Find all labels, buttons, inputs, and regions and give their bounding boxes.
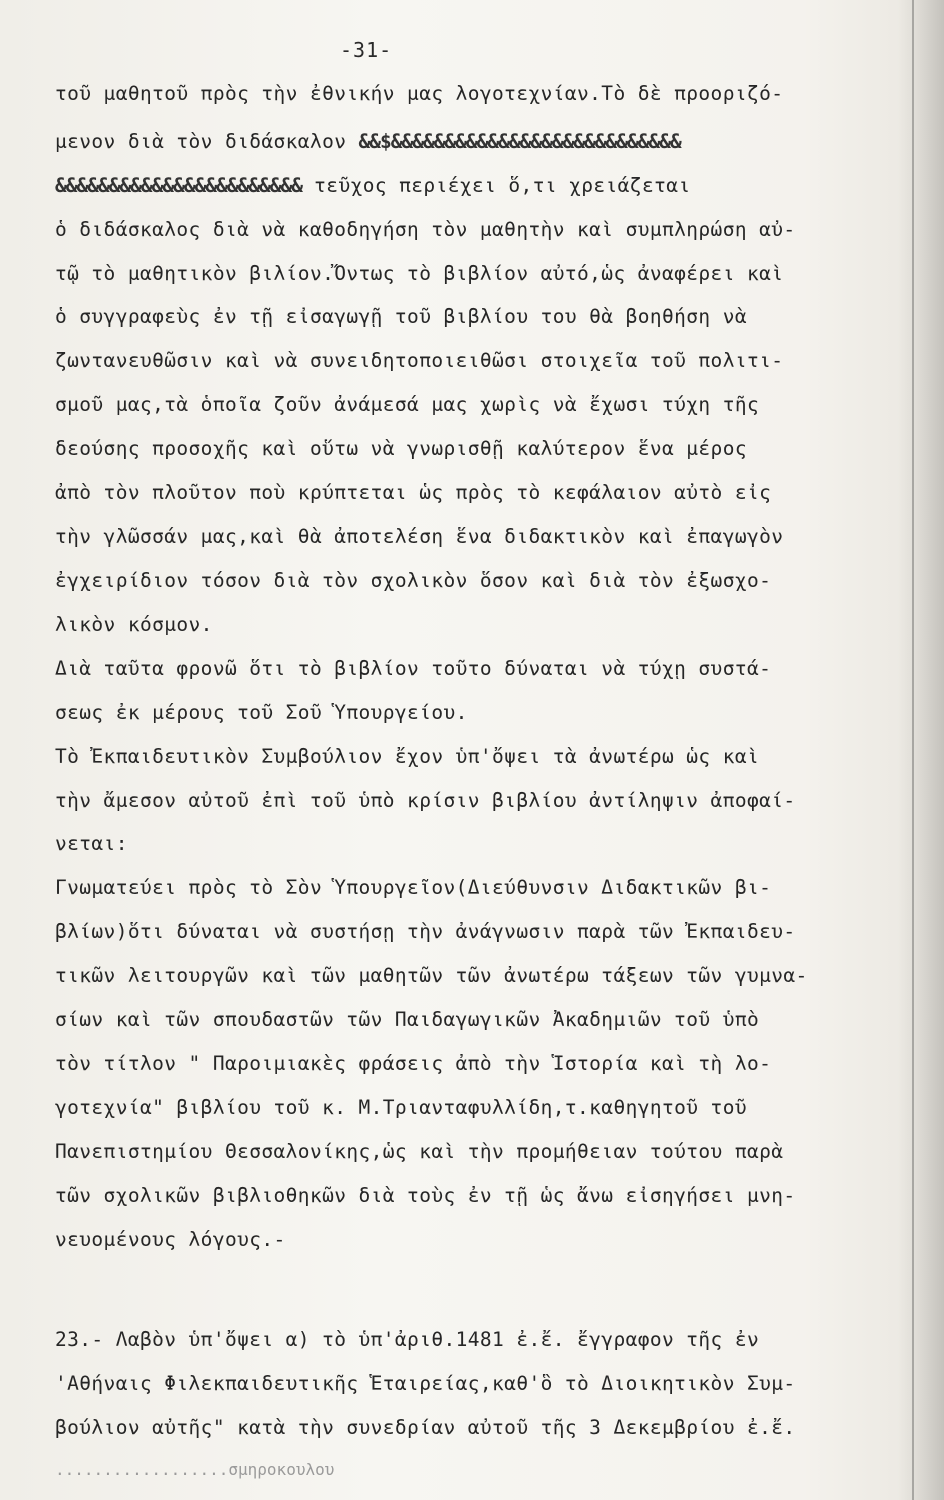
- text-line-17: τὴν ἄμεσον αὐτοῦ ἐπὶ τοῦ ὑπὸ κρίσιν βιβλίου ἀντίληψιν ἀποφαί-: [55, 789, 796, 812]
- text-line-2: [55, 130, 681, 153]
- page-number: -31-: [340, 38, 393, 62]
- text-line-16: Τὸ Ἐκπαιδευτικὸν Συμβούλιον ἔχον ὑπ'ὄψει τὰ ἀνωτέρω ὡς καὶ: [55, 745, 760, 768]
- text-line-21: τικῶν λειτουργῶν καὶ τῶν μαθητῶν τῶν ἀνωτέρω τάξεων τῶν γυμνα-: [55, 964, 808, 987]
- text-line-4: ὁ διδάσκαλος διὰ νὰ καθοδηγήση τὸν μαθητὴν καὶ συμπληρώση αὐ-: [55, 218, 796, 241]
- text-line-1: τοῦ μαθητοῦ πρὸς τὴν ἐθνικήν μας λογοτεχνίαν.Τὸ δὲ προοριζό-: [55, 82, 784, 105]
- text-line-15: σεως ἐκ μέρους τοῦ Σοῦ Ὑπουργείου.: [55, 701, 468, 724]
- text-line-9: δεούσης προσοχῆς καὶ οὕτω νὰ γνωρισθῇ καλύτερον ἕνα μέρος: [55, 437, 747, 460]
- text-line-29: 'Αθήναις Φιλεκπαιδευτικῆς Ἑταιρείας,καθ'ὃ τὸ Διοικητικὸν Συμ-: [55, 1372, 796, 1395]
- footer-bleed-text: ..................σμηροκουλου: [55, 1460, 335, 1479]
- text-line-3: [55, 174, 691, 197]
- text-line-22: σίων καὶ τῶν σπουδαστῶν τῶν Παιδαγωγικῶν Ἀκαδημιῶν τοῦ ὑπὸ: [55, 1008, 760, 1031]
- text-line-24: γοτεχνία" βιβλίου τοῦ κ. Μ.Τριανταφυλλίδη,τ.καθηγητοῦ τοῦ: [55, 1096, 747, 1119]
- text-line-2-start: μενον διὰ τὸν διδάσκαλον: [55, 130, 347, 153]
- text-line-13: λικὸν κόσμον.: [55, 613, 213, 636]
- scan-right-edge-shadow: [898, 0, 944, 1500]
- struck-out-text-1: &&$&&&&&&&&&&&&&&&&&&&&&&&&&&&: [358, 130, 681, 153]
- text-line-20: βλίων)ὅτι δύναται νὰ συστήσῃ τὴν ἀνάγνωσιν παρὰ τῶν Ἐκπαιδευ-: [55, 920, 796, 943]
- text-line-11: τὴν γλῶσσάν μας,καὶ θὰ ἀποτελέση ἕνα διδακτικὸν καὶ ἐπαγωγὸν: [55, 525, 784, 548]
- text-line-3-end: τεῦχος περιέχει ὅ,τι χρειάζεται: [314, 174, 691, 197]
- text-line-5: τῷ τὸ μαθητικὸν βιλίον.Ὄντως τὸ βιβλίον αὐτό,ὡς ἀναφέρει καὶ: [55, 262, 784, 285]
- text-line-28: 23.- Λαβὸν ὑπ'ὄψει α) τὸ ὑπ'ἀριθ.1481 ἐ.ἔ. ἔγγραφον τῆς ἐν: [55, 1328, 760, 1351]
- text-line-26: τῶν σχολικῶν βιβλιοθηκῶν διὰ τοὺς ἐν τῇ ὡς ἄνω εἰσηγήσει μνη-: [55, 1184, 796, 1207]
- scan-edge-line: [912, 0, 914, 1500]
- text-line-19: Γνωματεύει πρὸς τὸ Σὸν Ὑπουργεῖον(Διεύθυνσιν Διδακτικῶν βι-: [55, 876, 772, 899]
- text-line-27: νευομένους λόγους.-: [55, 1228, 286, 1251]
- text-line-14: Διὰ ταῦτα φρονῶ ὅτι τὸ βιβλίον τοῦτο δύναται νὰ τύχῃ συστά-: [55, 657, 772, 680]
- text-line-10: ἀπὸ τὸν πλοῦτον ποὺ κρύπτεται ὡς πρὸς τὸ κεφάλαιον αὐτὸ εἰς: [55, 481, 772, 504]
- text-line-18: νεται:: [55, 832, 128, 855]
- text-line-7: ζωντανευθῶσιν καὶ νὰ συνειδητοποιειθῶσι στοιχεῖα τοῦ πολιτι-: [55, 349, 784, 372]
- text-line-12: ἐγχειρίδιον τόσον διὰ τὸν σχολικὸν ὅσον καὶ διὰ τὸν ἐξωσχο-: [55, 569, 772, 592]
- text-line-23: τὸν τίτλον " Παροιμιακὲς φράσεις ἀπὸ τὴν Ἱστορία καὶ τὴ λο-: [55, 1052, 772, 1075]
- struck-out-text-2: &&&&&&&&&&&&&&&&&&&&&&&: [55, 174, 303, 197]
- text-line-30: βούλιον αὐτῆς" κατὰ τὴν συνεδρίαν αὐτοῦ τῆς 3 Δεκεμβρίου ἐ.ἔ.: [55, 1416, 796, 1439]
- text-line-25: Πανεπιστημίου Θεσσαλονίκης,ὡς καὶ τὴν προμήθειαν τούτου παρὰ: [55, 1140, 784, 1163]
- text-line-8: σμοῦ μας,τὰ ὁποῖα ζοῦν ἀνάμεσά μας χωρὶς νὰ ἔχωσι τύχη τῆς: [55, 393, 760, 416]
- text-line-6: ὁ συγγραφεὺς ἐν τῇ εἰσαγωγῇ τοῦ βιβλίου του θὰ βοηθήση νὰ: [55, 305, 747, 328]
